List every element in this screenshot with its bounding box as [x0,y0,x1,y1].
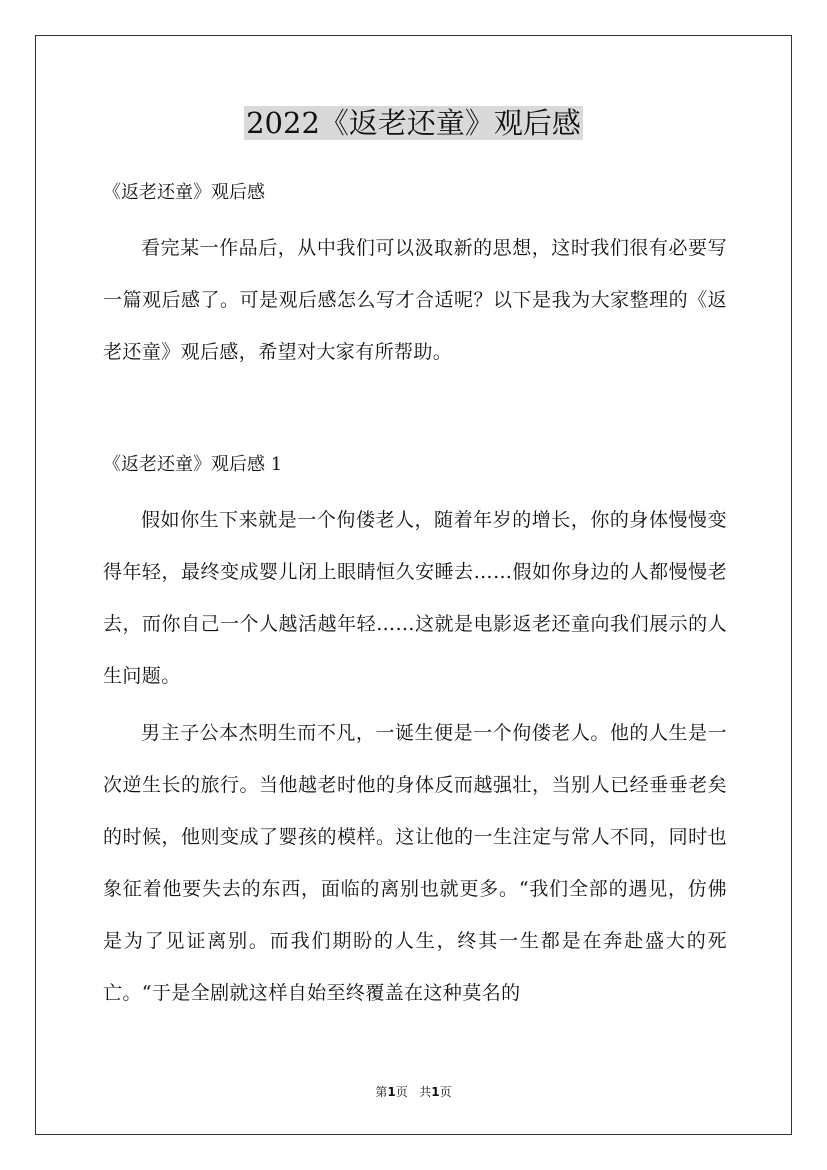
page-number-current: 1 [387,1085,396,1099]
page-number-suffix: 页 [395,1085,408,1099]
page-total-prefix: 共 [419,1085,432,1099]
page-total-suffix: 页 [439,1085,452,1099]
section1-paragraph-1: 假如你生下来就是一个佝偻老人，随着年岁的增长，你的身体慢慢变得年轻，最终变成婴儿闭上眼睛恒久安睡去……假如你身边的人都慢慢老去，而你自己一个人越活越年轻……这就是电影返老还童向我们展示的人生问题。 [103,509,727,687]
intro-paragraph: 看完某一作品后，从中我们可以汲取新的思想，这时我们很有必要写一篇观后感了。可是观后感怎么写才合适呢？以下是我为大家整理的《返老还童》观后感，希望对大家有所帮助。 [103,237,727,363]
document-title-text: 2022《返老还童》观后感 [246,106,581,140]
section1-paragraph-2: 男主子公本杰明生而不凡，一诞生便是一个佝偻老人。他的人生是一次逆生长的旅行。当他越老时他的身体反而越强壮，当别人已经垂垂老矣的时候，他则变成了婴孩的模样。这让他的一生注定与常人不同，同时也象征着他要失去的东西，面临的离别也就更多。“我们全部的遇见，仿佛是为了见证离别。而我们期盼的人生，终其一生都是在奔赴盛大的死亡。“于是全剧就这样自始至终覆盖在这种莫名的 [103,722,727,1004]
intro-heading: 《返老还童》观后感 [103,182,265,203]
section1-heading: 《返老还童》观后感 1 [103,454,283,475]
document-title [0,103,827,143]
page-total-count: 1 [431,1085,440,1099]
page-number-prefix: 第 [375,1085,388,1099]
page-footer [0,1084,827,1100]
